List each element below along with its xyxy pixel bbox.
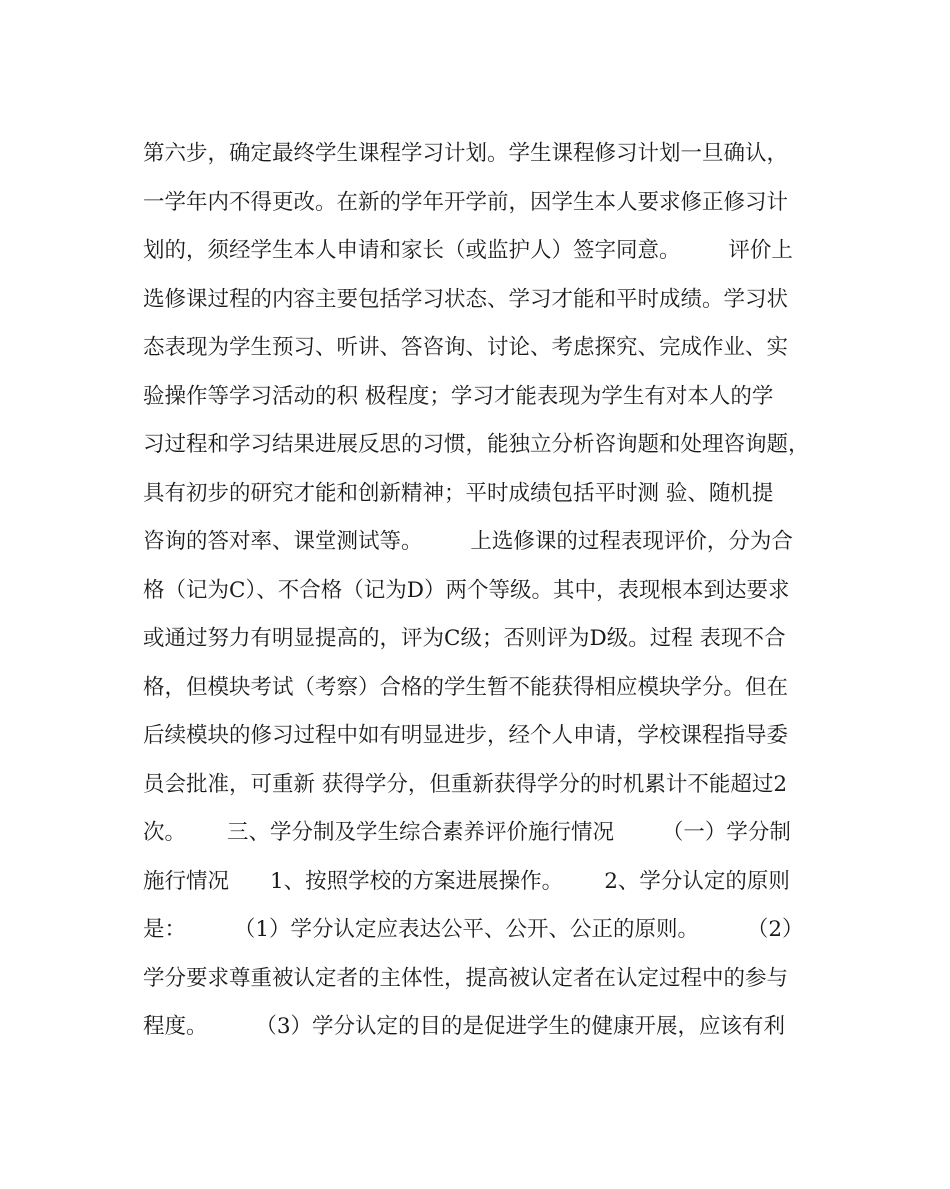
text-line: 或通过努力有明显提高的，评为C级；否则评为D级。过程 表现不合: [143, 626, 786, 651]
text-line: 格（记为C）、不合格（记为D）两个等级。其中，表现根本到达要求: [143, 577, 790, 603]
text-line: 施行情况 1、按照学校的方案进展操作。 2、学分认定的原则: [143, 868, 790, 894]
text-line: 态表现为学生预习、听讲、答咨询、讨论、考虑探究、完成作业、实: [143, 335, 789, 360]
text-line: 学分要求尊重被认定者的主体性，提高被认定者在认定过程中的参与: [143, 965, 789, 991]
text-line: 员会批准，可重新 获得学分，但重新获得学分的时机累计不能超过2: [143, 771, 788, 797]
text-line: 习过程和学习结果进展反思的习惯，能独立分析咨询题和处理咨询题，: [143, 432, 810, 457]
text-line: 验操作等学习活动的积 极程度；学习才能表现为学生有对本人的学: [143, 383, 774, 409]
text-line: 咨询的答对率、课堂测试等。 上选修课的过程表现评价，分为合: [143, 529, 793, 554]
text-line: 格，但模块考试（考察）合格的学生暂不能获得相应模块学分。但在: [143, 674, 789, 700]
text-line: 第六步，确定最终学生课程学习计划。学生课程修习计划一旦确认，: [143, 141, 789, 166]
text-line: 一学年内不得更改。在新的学年开学前，因学生本人要求修正修习计: [143, 189, 789, 215]
text-line: 选修课过程的内容主要包括学习状态、学习才能和平时成绩。学习状: [143, 286, 789, 312]
text-line: 后续模块的修习过程中如有明显进步，经个人申请，学校课程指导委: [143, 723, 789, 748]
text-line: 划的，须经学生本人申请和家长（或监护人）签字同意。 评价上: [143, 238, 793, 263]
text-line: 次。 三、学分制及学生综合素养评价施行情况 （一）学分制: [143, 820, 791, 845]
body-text: [143, 130, 813, 1052]
text-line: 具有初步的研究才能和创新精神；平时成绩包括平时测 验、随机提: [143, 480, 774, 506]
text-line: 是： （1）学分认定应表达公平、公开、公正的原则。 （2）: [143, 917, 804, 942]
text-line: 程度。 （3）学分认定的目的是促进学生的健康开展，应该有利: [143, 1014, 786, 1039]
